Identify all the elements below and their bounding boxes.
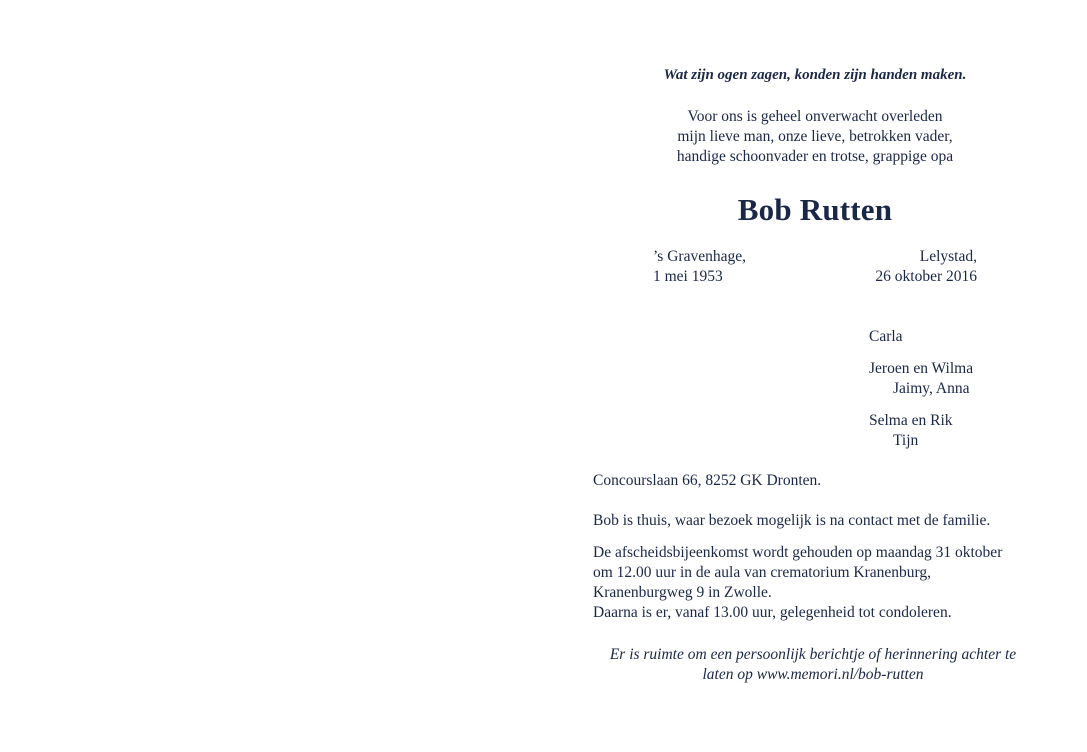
visit-info: Bob is thuis, waar bezoek mogelijk is na contact met de familie. — [593, 512, 991, 529]
death-info — [869, 247, 977, 287]
family-grandchildren: Tijn — [893, 432, 919, 449]
family-group — [869, 411, 973, 451]
memori-note — [593, 645, 1033, 685]
note-line: laten op www.memori.nl/bob-rutten — [702, 666, 924, 683]
note-line: Er is ruimte om een persoonlijk berichtje of herinnering achter te — [609, 646, 1017, 663]
deceased-name: Bob Rutten — [737, 192, 893, 227]
family-group — [869, 359, 973, 399]
ceremony-line: De afscheidsbijeenkomst wordt gehouden op maandag 31 oktober — [593, 544, 1003, 561]
ceremony-line: om 12.00 uur in de aula van crematorium Kranenburg, — [593, 564, 932, 581]
intro-line: handige schoonvader en trotse, grappige opa — [676, 148, 954, 165]
birth-info — [653, 247, 746, 287]
death-place: Lelystad, — [919, 248, 977, 265]
address: Concourslaan 66, 8252 GK Dronten. — [593, 472, 822, 489]
birth-place: ’s Gravenhage, — [653, 248, 746, 265]
intro-line: Voor ons is geheel onverwacht overleden — [687, 108, 943, 125]
family-grandchildren: Jaimy, Anna — [893, 380, 970, 397]
family-list — [869, 327, 973, 463]
ceremony-line: Daarna is er, vanaf 13.00 uur, gelegenheid tot condoleren. — [593, 604, 952, 621]
intro-text — [630, 107, 1000, 167]
motto: Wat zijn ogen zagen, konden zijn handen maken. — [663, 67, 967, 83]
family-partner: Carla — [869, 328, 903, 345]
family-child: Selma en Rik — [869, 412, 953, 429]
intro-line: mijn lieve man, onze lieve, betrokken vader, — [677, 128, 953, 145]
ceremony-line: Kranenburgweg 9 in Zwolle. — [593, 584, 772, 601]
family-child: Jeroen en Wilma — [869, 360, 974, 377]
announcement-card — [540, 0, 1087, 752]
birth-date: 1 mei 1953 — [653, 268, 723, 285]
ceremony-info — [593, 543, 1053, 623]
death-date: 26 oktober 2016 — [875, 268, 977, 285]
